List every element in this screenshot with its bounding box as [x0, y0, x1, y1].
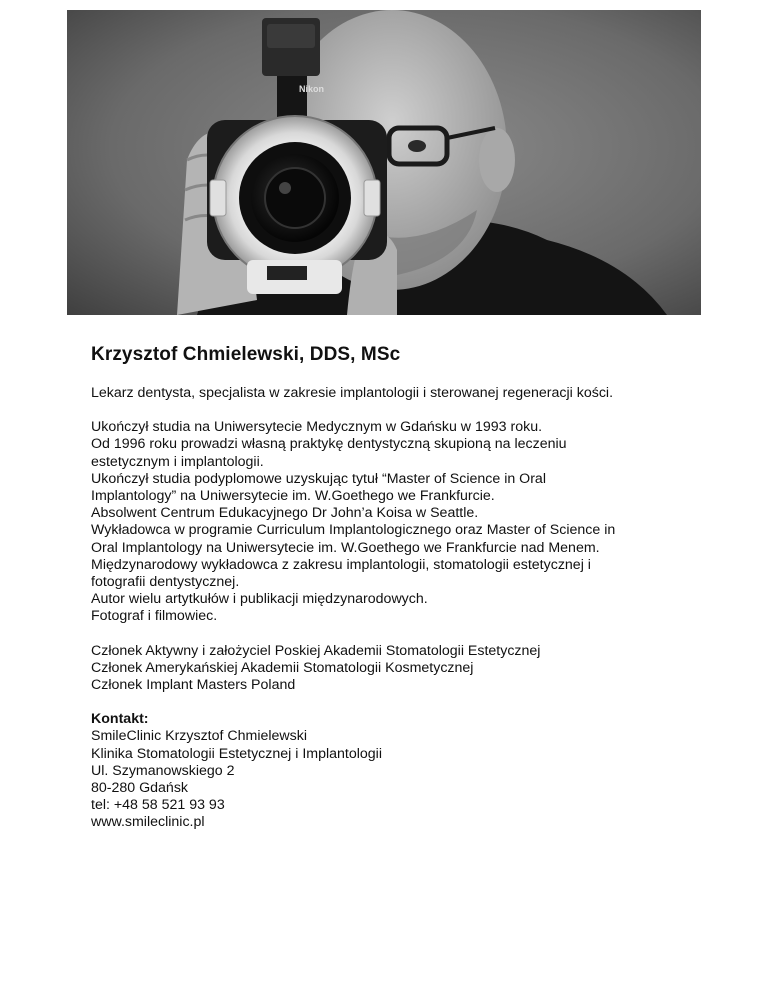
bio-line: Implantology” na Uniwersytecie im. W.Goethego we Frankfurcie.: [91, 488, 495, 505]
bio-line: Fotograf i filmowiec.: [91, 608, 218, 625]
bio-line: Od 1996 roku prowadzi własną praktykę dentystyczną skupioną na leczeniu: [91, 436, 567, 453]
section-gap: [91, 402, 691, 419]
bio-line: fotografii dentystycznej.: [91, 574, 240, 591]
section-gap: [91, 694, 691, 711]
intro-text: Lekarz dentysta, specjalista w zakresie implantologii i sterowanej regeneracji kości.: [91, 385, 614, 401]
bio-section: [91, 419, 691, 625]
membership-line: Członek Aktywny i założyciel Poskiej Akademii Stomatologii Estetycznej: [91, 642, 541, 659]
bio-content: [91, 344, 691, 832]
membership-line: Członek Amerykańskiej Akademii Stomatologii Kosmetycznej: [91, 659, 474, 676]
membership-line: Członek Implant Masters Poland: [91, 677, 296, 694]
section-gap: [91, 626, 691, 643]
contact-phone: tel: +48 58 521 93 93: [91, 797, 225, 814]
bio-line: Ukończył studia na Uniwersytecie Medycznym w Gdańsku w 1993 roku.: [91, 419, 543, 436]
bio-line: Międzynarodowy wykładowca z zakresu implantologii, stomatologii estetycznej i: [91, 556, 591, 573]
portrait-photo-graphic: [67, 10, 701, 315]
contact-clinic-name: SmileClinic Krzysztof Chmielewski: [91, 728, 308, 745]
bio-line: estetycznym i implantologii.: [91, 453, 264, 470]
contact-website-link[interactable]: www.smileclinic.pl: [91, 814, 205, 831]
contact-clinic-description: Klinika Stomatologii Estetycznej i Implantologii: [91, 745, 382, 762]
contact-street-address: Ul. Szymanowskiego 2: [91, 762, 235, 779]
person-name-heading: Krzysztof Chmielewski, DDS, MSc: [91, 344, 401, 365]
portrait-photo: [67, 10, 701, 315]
contact-heading: Kontakt:: [91, 711, 149, 728]
bio-line: Autor wielu artytkułów i publikacji międzynarodowych.: [91, 591, 428, 608]
contact-section: [91, 711, 691, 831]
contact-postal-city: 80-280 Gdańsk: [91, 780, 189, 797]
bio-line: Absolwent Centrum Edukacyjnego Dr John’a Koisa w Seattle.: [91, 505, 479, 522]
bio-line: Oral Implantology na Uniwersytecie im. W.Goethego we Frankfurcie nad Menem.: [91, 539, 600, 556]
bio-line: Ukończył studia podyplomowe uzyskując tytuł “Master of Science in Oral: [91, 470, 546, 487]
camera-brand-label: Nikon: [299, 84, 325, 94]
memberships-section: [91, 643, 691, 695]
bio-line: Wykładowca w programie Curriculum Implantologicznego oraz Master of Science in: [91, 522, 616, 539]
